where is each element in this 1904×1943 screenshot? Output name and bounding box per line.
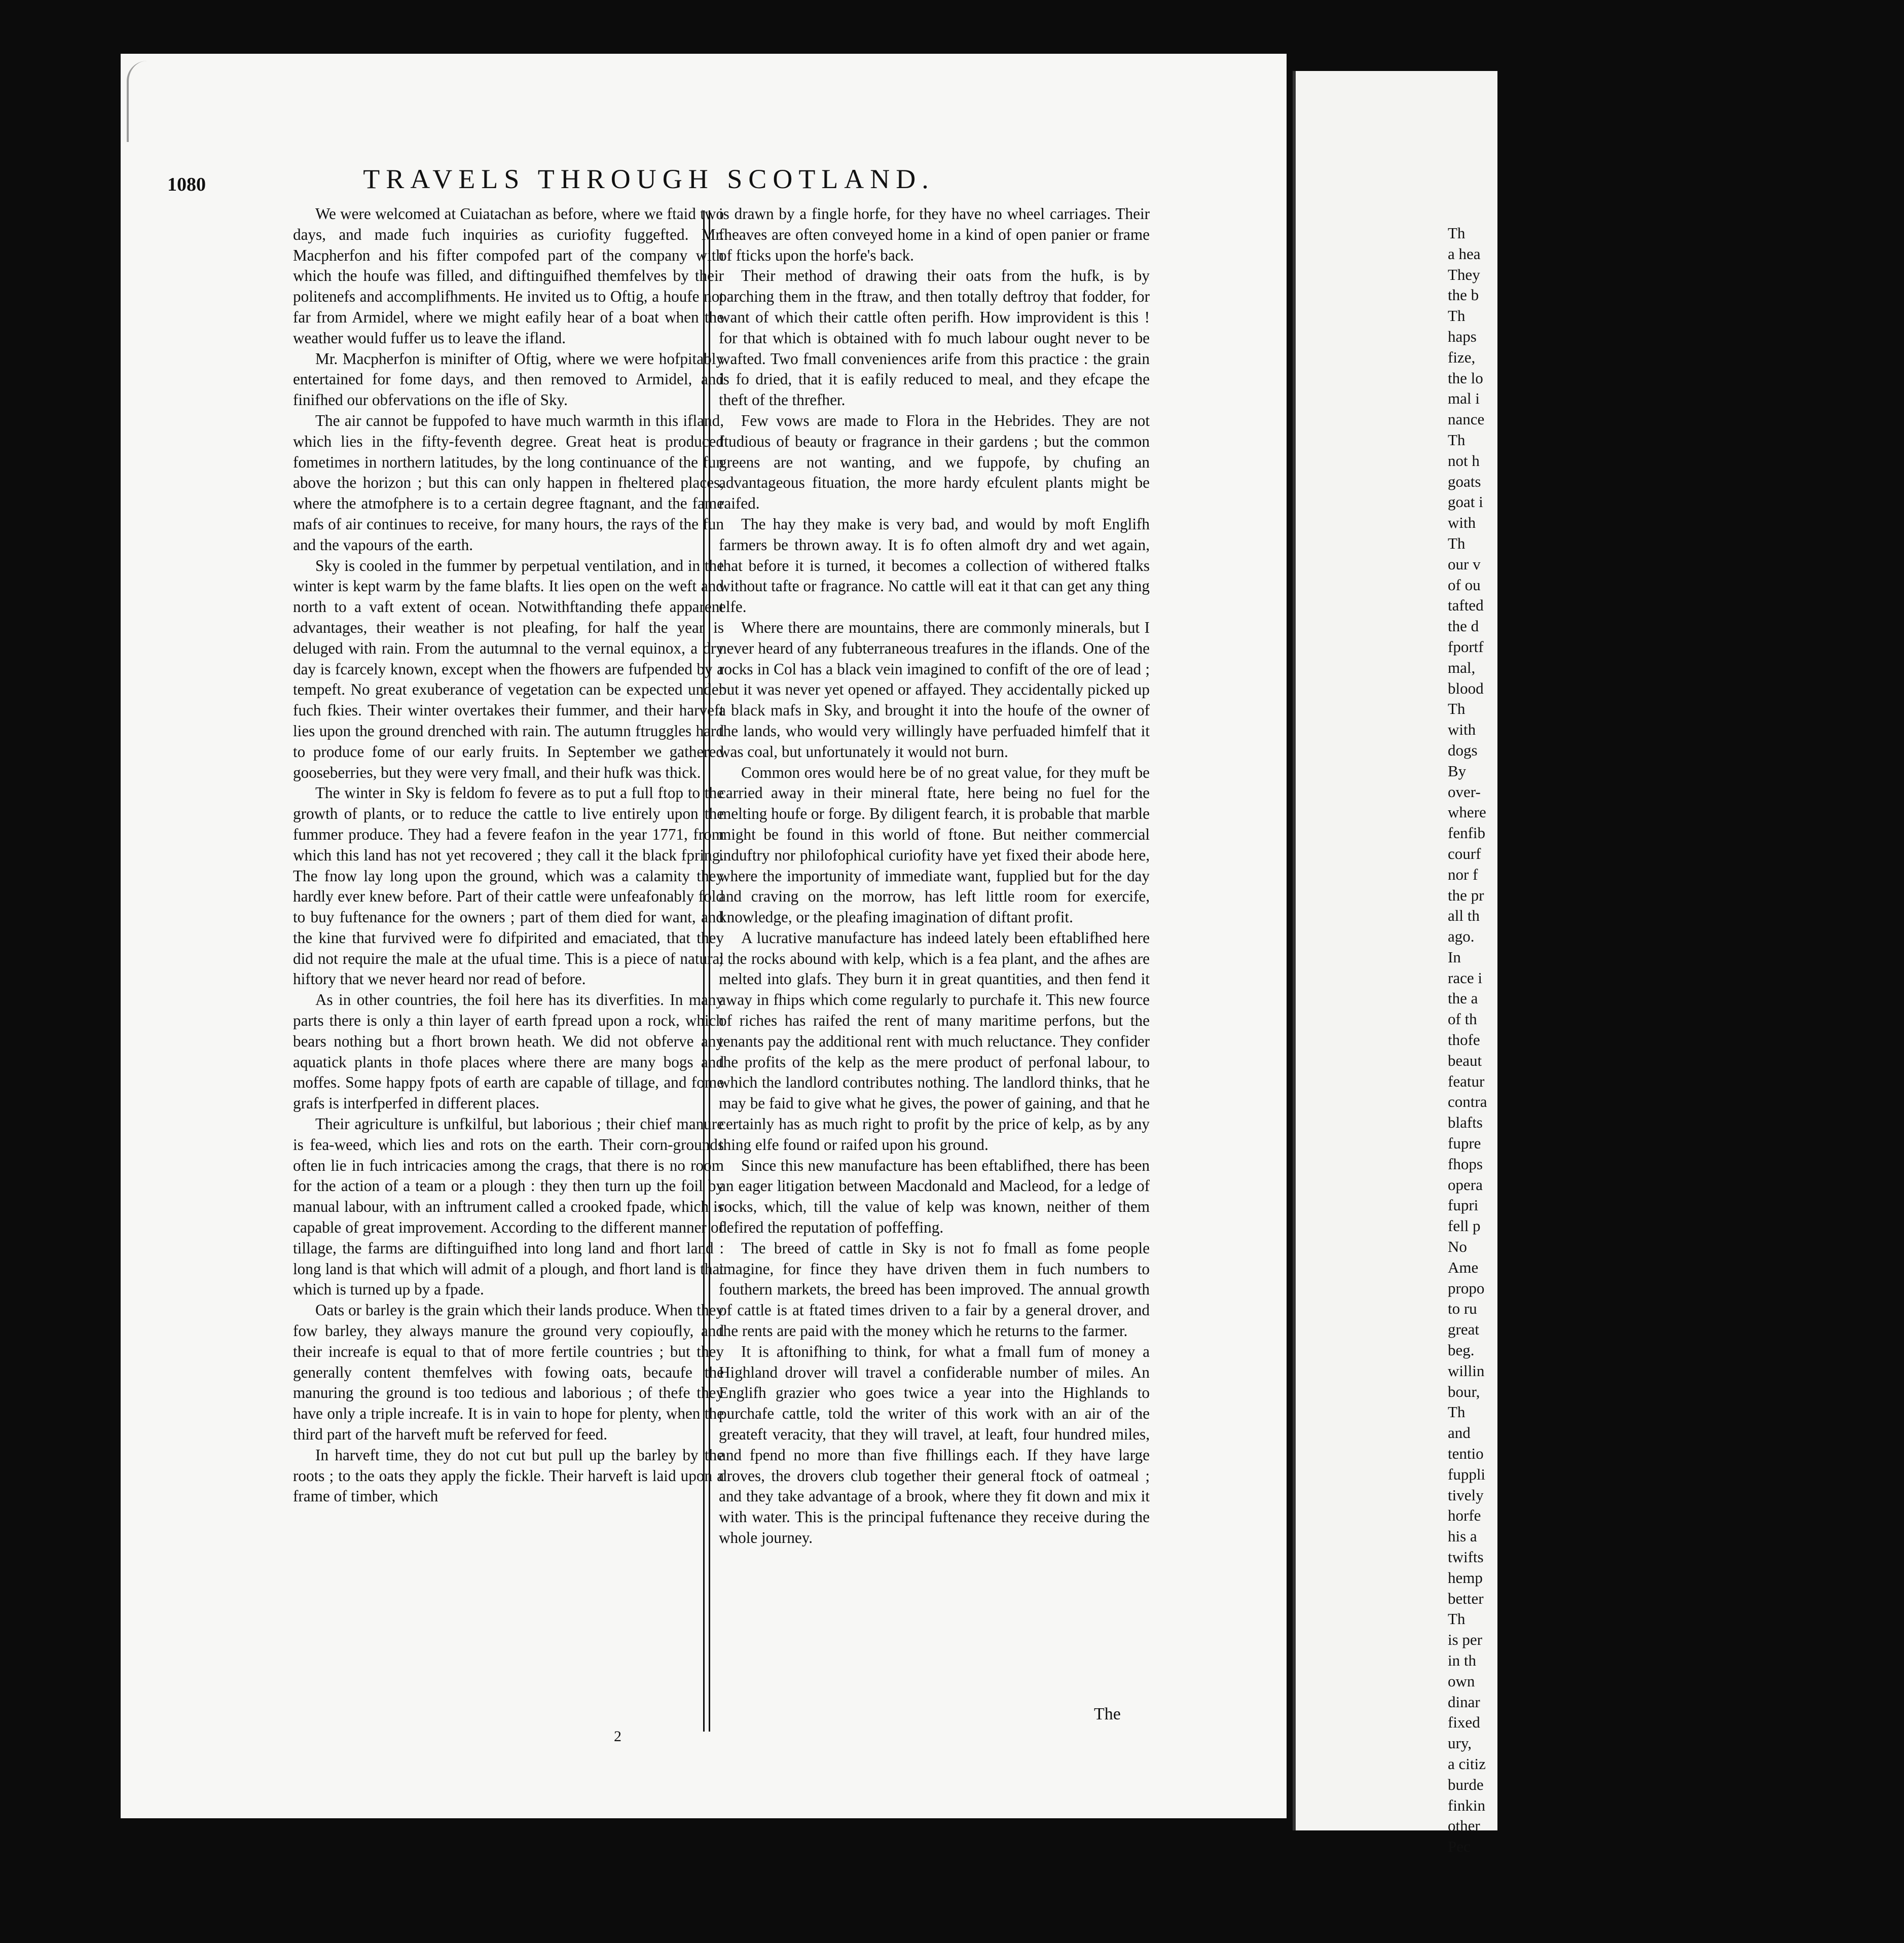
paragraph: It is aftonifhing to think, for what a fmall fum of money a Highland drover will travel a confiderable number of miles. An Englifh grazier who goes twice a year into the Highlands to purchafe cattle, told the writer of this work with an air of the greateft veracity, that they will travel, at leaft, four hundred miles, and fpend no more than five fhillings each. If they have large droves, the drovers club together their general ftock of oatmeal ; and they take advantage of a brook, where they fit down and mix it with water. This is the principal fuftenance they receive during the whole journey. bbox=[719, 1342, 1150, 1546]
paragraph: Sky is cooled in the fummer by perpetual ventilation, and in the winter is kept warm by the fame blafts. It lies open on the weft and north to a vaft extent of ocean. Notwithftanding thefe apparent advantages, their weather is not pleafing, for half the year is deluged with rain. From the autumnal to the vernal equinox, a dry day is fcarcely known, except when the fhowers are fufpended by a tempeft. No great exuberance of vegetation can be expected under fuch fkies. Their winter overtakes their fummer, and their harveft lies upon the ground drenched with rain. The autumn ftruggles hard to produce fome of our early fruits. In September we gathered gooseberries, but they were very fmall, and their hufk was thick. bbox=[293, 556, 724, 781]
facing-page-fragment: of ou bbox=[1448, 575, 1481, 594]
column-rule bbox=[703, 210, 710, 1732]
facing-page-fragment: fportf bbox=[1448, 637, 1484, 656]
facing-page-fragment: beaut bbox=[1448, 1051, 1482, 1069]
page-corner-mark bbox=[127, 61, 190, 142]
facing-page-fragment: fuppli bbox=[1448, 1465, 1486, 1483]
facing-page-fragment: where bbox=[1448, 803, 1486, 821]
facing-page-fragment: other bbox=[1448, 1817, 1480, 1835]
paragraph: The air cannot be fuppofed to have much warmth in this ifland, which lies in the fifty-feventh degree. Great heat is produced fometimes in northern latitudes, by the long continuance of the fun above the horizon ; but this can only happen in fheltered places, where the atmofphere is to a certain degree ftagnant, and the fame mafs of air continues to receive, for many hours, the rays of the fun and the vapours of the earth. bbox=[293, 411, 724, 554]
facing-page-fragment: fupri bbox=[1448, 1196, 1479, 1214]
facing-page-fragment: bour, bbox=[1448, 1382, 1480, 1400]
facing-page-fragment: the b bbox=[1448, 286, 1479, 304]
facing-page-fragment: Th bbox=[1448, 430, 1466, 449]
paragraph: Since this new manufacture has been eftablifhed, there has been an eager litigation between Macdonald and Macleod, for a ledge of rocks, which, till the value of kelp was known, neither of them defired the reputation of poffeffing. bbox=[719, 1156, 1150, 1237]
facing-page-fragment: ago. bbox=[1448, 927, 1475, 946]
facing-page-fragment: goats bbox=[1448, 472, 1481, 490]
facing-page-fragment: own bbox=[1448, 1672, 1475, 1690]
facing-page-fragment: tafted bbox=[1448, 596, 1484, 615]
facing-page-fragment: goat i bbox=[1448, 493, 1483, 511]
facing-page-text bbox=[1448, 223, 1904, 1857]
paragraph: The winter in Sky is feldom fo fevere as to put a full ftop to the growth of plants, or to reduce the cattle to live entirely upon the fummer produce. They had a fevere feafon in the year 1771, from which this land has not yet recovered ; they call it the black fpring. The fnow lay long upon the ground, which was a calamity they hardly ever knew before. Part of their cattle were unfeafonably fold to buy fuftenance for the owners ; part of them died for want, and the kine that furvived were fo difpirited and emaciated, that they did not require the male at the ufual time. This is a piece of natural hiftory that we never heard nor read of before. bbox=[293, 784, 724, 988]
left-column bbox=[293, 204, 724, 1507]
facing-page-fragment: the d bbox=[1448, 617, 1479, 635]
running-head bbox=[167, 163, 1130, 199]
facing-page-fragment: all th bbox=[1448, 907, 1480, 925]
paragraph: Their agriculture is unfkilful, but laborious ; their chief manure is fea-weed, which lies and rots on the earth. Their corn-grounds often lie in fuch intricacies among the crags, that there is no room for the action of a team or a plough : they then turn up the foil by manual labour, with an inftrument called a crooked fpade, which is capable of great improvement. According to the different manner of tillage, the farms are diftinguifhed into long land and fhort land : long land is that which will admit of a plough, and fhort land is that which is turned up by a fpade. bbox=[293, 1115, 724, 1299]
paragraph: Oats or barley is the grain which their lands produce. When they fow barley, they always manure the ground very copioufly, and their increafe is equal to that of more fertile countries ; but they generally content themfelves with fowing oats, becaufe the manuring the ground is too tedious and laborious ; of thefe they have only a triple increafe. It is in vain to hope for plenty, when the third part of the harveft muft be referved for feed. bbox=[293, 1301, 724, 1444]
facing-page-fragment: fixed bbox=[1448, 1713, 1480, 1732]
facing-page-fragment: No bbox=[1448, 1238, 1467, 1256]
facing-page-fragment: a hea bbox=[1448, 244, 1481, 263]
paragraph: The breed of cattle in Sky is not fo fmall as fome people imagine, for fince they have driven them in fuch numbers to fouthern markets, the breed has been improved. The annual growth of cattle is at ftated times driven to a fair by a general drover, and the rents are paid with the money which he returns to the farmer. bbox=[719, 1239, 1150, 1340]
facing-page-fragment: burde bbox=[1448, 1775, 1484, 1793]
facing-page-fragment: Th bbox=[1448, 224, 1466, 242]
facing-page-fragment: to ru bbox=[1448, 1300, 1477, 1318]
facing-page-fragment: the pr bbox=[1448, 886, 1484, 904]
paragraph: Their method of drawing their oats from the hufk, is by parching them in the ftraw, and then totally deftroy that fodder, for want of which their cattle often perifh. How improvident is this ! for that which is obtained with fo much labour ought never to be wafted. Two fmall conveniences arife from this practice : the grain is fo dried, that it is eafily reduced to meal, and they efcape the theft of the threfher. bbox=[719, 267, 1150, 409]
facing-page-fragment: is per bbox=[1448, 1631, 1483, 1649]
facing-page-fragment: the lo bbox=[1448, 369, 1483, 387]
facing-page-fragment: blood bbox=[1448, 679, 1484, 697]
facing-page-fragment: fenfib bbox=[1448, 824, 1486, 842]
facing-page-strip bbox=[1293, 71, 1497, 1856]
facing-page-fragment: propo bbox=[1448, 1279, 1485, 1297]
facing-page-fragment: twifts bbox=[1448, 1548, 1484, 1566]
facing-page-fragment: thofe bbox=[1448, 1031, 1480, 1049]
facing-page-fragment: in th bbox=[1448, 1651, 1476, 1669]
facing-page-fragment: Th bbox=[1448, 700, 1466, 718]
facing-page-fragment: over- bbox=[1448, 782, 1481, 801]
facing-page-fragment: beg. bbox=[1448, 1341, 1475, 1359]
facing-page-fragment: courf bbox=[1448, 844, 1481, 862]
facing-page-fragment: willin bbox=[1448, 1361, 1485, 1380]
facing-page-fragment: nance bbox=[1448, 410, 1485, 428]
facing-page-fragment: his a bbox=[1448, 1527, 1477, 1545]
paragraph: Where there are mountains, there are commonly minerals, but I never heard of any fubterraneous treafures in the iflands. One of the rocks in Col has a black vein imagined to confift of the ore of lead ; but it was never yet opened or affayed. They accidentally picked up a black mafs in Sky, and brought it into the houfe of the owner of the lands, who would very willingly have perfuaded himfelf that it was coal, but unfortunately it would not burn. bbox=[719, 618, 1150, 761]
facing-page-fragment: dogs bbox=[1448, 741, 1478, 759]
facing-page-fragment: featur bbox=[1448, 1072, 1485, 1090]
facing-page-fragment: nor f bbox=[1448, 865, 1478, 883]
facing-page-fragment: Th bbox=[1448, 1610, 1466, 1628]
facing-page-fragment: fize, bbox=[1448, 348, 1476, 366]
page-number: 1080 bbox=[167, 174, 206, 195]
facing-page-fragment: finkin bbox=[1448, 1796, 1486, 1814]
facing-page-fragment: They bbox=[1448, 265, 1480, 283]
catchword: The bbox=[1094, 1705, 1121, 1723]
paragraph: Mr. Macpherfon is minifter of Oftig, where we were hofpitably entertained for fome days, and then removed to Armidel, and finifhed our obfervations on the ifle of Sky. bbox=[293, 349, 724, 409]
facing-page-fragment: Pec bbox=[1448, 1838, 1471, 1856]
facing-page-fragment: opera bbox=[1448, 1175, 1483, 1194]
facing-page-fragment: Th bbox=[1448, 307, 1466, 325]
facing-page-fragment: dinar bbox=[1448, 1693, 1480, 1711]
facing-page-fragment: and bbox=[1448, 1424, 1471, 1442]
facing-page-fragment: Th bbox=[1448, 534, 1466, 552]
facing-page-fragment: haps bbox=[1448, 327, 1477, 345]
facing-page-fragment: tively bbox=[1448, 1486, 1484, 1504]
facing-page-fragment: race i bbox=[1448, 968, 1482, 987]
facing-page-fragment: tentio bbox=[1448, 1445, 1484, 1463]
paragraph: Few vows are made to Flora in the Hebrides. They are not ftudious of beauty or fragrance in their gardens ; but the common greens are not wanting, and we fuppofe, by chufing an advantageous fituation, the more hardy efculent plants might be raifed. bbox=[719, 411, 1150, 513]
facing-page-fragment: By bbox=[1448, 762, 1467, 780]
facing-page-fragment: great bbox=[1448, 1320, 1479, 1339]
facing-page-fragment: blafts bbox=[1448, 1113, 1483, 1132]
facing-page-fragment: not h bbox=[1448, 451, 1480, 470]
facing-page-fragment: a citiz bbox=[1448, 1754, 1486, 1773]
paragraph: In harveft time, they do not cut but pull up the barley by the roots ; to the oats they apply the fickle. Their harveft is laid upon a frame of timber, which bbox=[293, 1446, 724, 1505]
facing-page-fragment: Th bbox=[1448, 1403, 1466, 1421]
facing-page-fragment: fhops bbox=[1448, 1155, 1483, 1173]
paragraph: Common ores would here be of no great value, for they muft be carried away in their mineral ftate, here being no fuel for the melting houfe or forge. By diligent fearch, it is probable that marble might be found in this world of ftone. But neither commercial induftry nor philofophical curiofity have yet fixed their abode here, where the importunity of immediate want, fupplied but for the day and craving on the morrow, has left little room for exercife, knowledge, or the pleafing imagination of diftant profit. bbox=[719, 763, 1150, 926]
facing-page-fragment: our v bbox=[1448, 555, 1481, 573]
facing-page-fragment: mal, bbox=[1448, 658, 1476, 676]
facing-page-fragment: Ame bbox=[1448, 1258, 1479, 1276]
facing-page-fragment: horfe bbox=[1448, 1506, 1481, 1525]
running-title: TRAVELS THROUGH SCOTLAND. bbox=[363, 164, 935, 194]
facing-page-fragment: hemp bbox=[1448, 1568, 1483, 1587]
facing-page-fragment: ury, bbox=[1448, 1734, 1472, 1752]
facing-page-fragment: mal i bbox=[1448, 389, 1480, 408]
paragraph: As in other countries, the foil here has its diverfities. In many parts there is only a thin layer of earth fpread upon a rock, which bears nothing but a fhort brown heath. We did not obferve any aquatick plants in thofe places where there are many bogs and moffes. Some happy fpots of earth are capable of tillage, and fome grafs is interfperfed in different places. bbox=[293, 991, 724, 1112]
paragraph: A lucrative manufacture has indeed lately been eftablifhed here ; the rocks abound with kelp, which is a fea plant, and the afhes are melted into glafs. They burn it in great quantities, and then fend it away in fhips which come regularly to purchafe it. This new fource of riches has raifed the rent of many maritime perfons, but the tenants pay the additional rent with much reluctance. They confider the profits of the kelp as the mere product of perfonal labour, to which the landlord contributes nothing. The landlord thinks, that he may be faid to give what he gives, the power of gaining, and that he certainly has as much right to profit by the price of kelp, as by any thing elfe found or raifed upon his ground. bbox=[719, 928, 1150, 1154]
paragraph: is drawn by a fingle horfe, for they have no wheel carriages. Their fheaves are often conveyed home in a kind of open panier or frame of fticks upon the horfe's back. bbox=[719, 205, 1150, 264]
facing-page-fragment: with bbox=[1448, 721, 1476, 739]
facing-page-fragment: In bbox=[1448, 948, 1461, 966]
paragraph: The hay they make is very bad, and would by moft Englifh farmers be thrown away. It is fo often almoft dry and wet again, that before it is turned, it becomes a collection of withered ftalks without tafte or fragrance. No cattle will eat it that can get any thing elfe. bbox=[719, 515, 1150, 616]
facing-page-fragment: the a bbox=[1448, 989, 1478, 1008]
facing-page-fragment: better bbox=[1448, 1589, 1484, 1607]
facing-page-fragment: with bbox=[1448, 514, 1476, 532]
facing-page-fragment: fupre bbox=[1448, 1134, 1481, 1153]
facing-page-fragment: of th bbox=[1448, 1010, 1477, 1028]
signature-mark: 2 bbox=[614, 1728, 621, 1745]
facing-page-fragment: contra bbox=[1448, 1093, 1487, 1111]
facing-page-fragment: fell p bbox=[1448, 1217, 1481, 1235]
paragraph: We were welcomed at Cuiatachan as before, where we ftaid two days, and made fuch inquiries as curiofity fuggefted. Mr. Macpherfon and his fifter compofed part of the company with which the houfe was filled, and diftinguifhed themfelves by their politenefs and accomplifhments. He invited us to Oftig, a houfe not far from Armidel, where we might eafily hear of a boat when the weather would fuffer us to leave the ifland. bbox=[293, 205, 724, 347]
right-column bbox=[719, 204, 1150, 1549]
